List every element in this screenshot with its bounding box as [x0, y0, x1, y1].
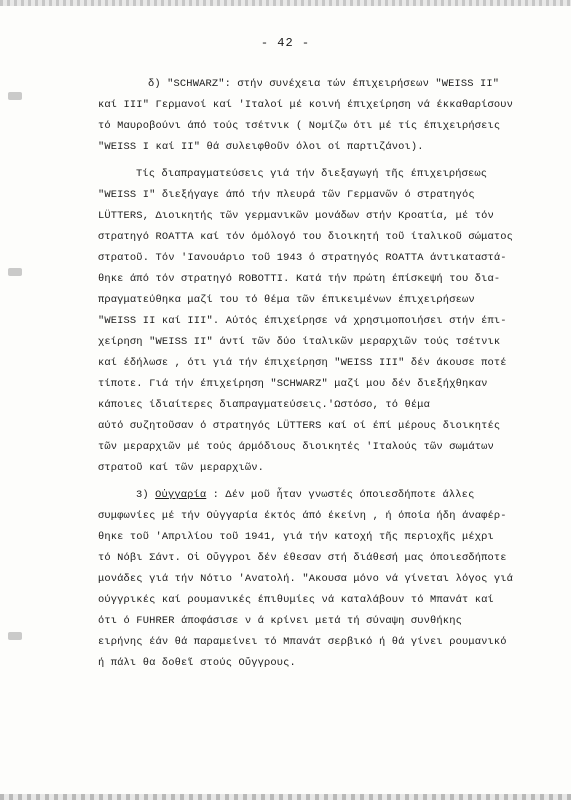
text-line: πραγματεύθηκα μαζί του τό θέμα τῶν έπικειμένων έπιχειρήσεων: [98, 294, 475, 306]
text-line: θηκε τοῦ 'Απριλίου τοῦ 1941, γιά τήν κατοχή τῆς περιοχῆς μέχρι: [98, 531, 494, 543]
text-line: συμφωνίες μέ τήν Οὐγγαρία έκτός άπό έκείνη , ή όποία ήδη άναφέρ-: [98, 510, 507, 522]
text-line: Τίς διαπραγματεύσεις γιά τήν διεξαγωγή τῆς έπιχειρήσεως: [136, 168, 488, 180]
text-line: χείρηση "WEISS II" άντί τῶν δύο ίταλικῶν μεραρχιῶν τούς τσέτνικ: [98, 336, 501, 348]
text-line: "WEISS I" διεξήγαγε άπό τήν πλευρά τῶν Γερμανῶν ό στρατηγός: [98, 189, 475, 201]
text-line: στρατηγό ROATTA καί τόν όμόλογό του διοικητή τοῦ ίταλικοῦ σώματος: [98, 231, 514, 243]
text-line: ότι ό FUHRER άποφάσισε ν ά κρίνει μετά τή σύναψη συνθήκης: [98, 615, 462, 627]
text-line: ή πάλι θα δοθεῖ στούς Οὔγγρους.: [98, 657, 296, 669]
hungary-heading-line: [136, 489, 474, 501]
text-line: καί έδήλωσε , ότι γιά τήν έπιχείρηση "WEISS III" δέν άκουσε ποτέ: [98, 357, 507, 369]
punch-hole-mark: [8, 268, 22, 276]
text-line-rest: : Δέν μοῦ ἦταν γνωστές όποιεσδήποτε άλλες: [212, 489, 475, 501]
text-line: τῶν μεραρχιῶν μέ τούς άρμόδιους διοικητές 'Ιταλούς τῶν σωμάτων: [98, 441, 494, 453]
scan-edge-top: [0, 0, 571, 6]
text-line: κάποιες ίδιαίτερες διαπραγματεύσεις.'Ωστόσο, τό θέμα: [98, 399, 431, 411]
page-number: - 42 -: [260, 36, 311, 50]
text-line: LÜTTERS, Διοικητής τῶν γερμανικῶν μονάδων στήν Κροατία, μέ τόν: [98, 210, 494, 222]
text-line: στρατοῦ. Τόν 'Ιανουάριο τοῦ 1943 ό στρατηγός ROATTA άντικαταστά-: [98, 252, 507, 264]
punch-hole-mark: [8, 92, 22, 100]
text-line: ούγγρικές καί ρουμανικές έπιθυμίες νά καταλάβουν τό Μπανάτ καί: [98, 594, 494, 606]
text-line: ειρήνης έάν θά παραμείνει τό Μπανάτ σερβικό ή θά γίνει ρουμανικό: [98, 636, 507, 648]
text-line: "WEISS I καί II" θά συλειφθοῦν όλοι οί παρτιζάνοι).: [98, 141, 424, 153]
text-line: στρατοῦ καί τῶν μεραρχιῶν.: [98, 462, 265, 474]
section-heading-hungary: Οὐγγαρία: [155, 489, 207, 501]
text-line: τό Νόβι Σάντ. Οἱ Οὔγγροι δέν έθεσαν στή διάθεσή μας όποιεσδήποτε: [98, 552, 507, 564]
text-line: τό Μαυροβούνι άπό τούς τσέτνικ ( Νομίζω ότι μέ τίς έπιχειρήσεις: [98, 120, 501, 132]
text-line: θηκε άπό τόν στρατηγό ROBOTTI. Κατά τήν πρώτη έπίσκεψή του δια-: [98, 273, 501, 285]
text-line: μονάδες γιά τήν Νότιο 'Ανατολή. "Ακουσα μόνο νά γίνεται λόγος γιά: [98, 573, 514, 585]
text-line: τίποτε. Γιά τήν έπιχείρηση "SCHWARZ" μαζί μου δέν διεξήχθηκαν: [98, 378, 488, 390]
text-line: αύτό συζητοῦσαν ό στρατηγός LÜTTERS καί οί έπί μέρους διοικητές: [98, 420, 501, 432]
text-line: δ) "SCHWARZ": στήν συνέχεια τών έπιχειρήσεων "WEISS II": [148, 78, 500, 90]
section-number: 3): [136, 489, 149, 501]
scan-edge-bottom: [0, 794, 571, 800]
text-line: καί III" Γερμανοί καί 'Ιταλοί μέ κοινή έπιχείρηση νά έκκαθαρίσουν: [98, 99, 514, 111]
text-line: "WEISS II καί III". Αύτός έπιχείρησε νά χρησιμοποιήσει στήν έπι-: [98, 315, 507, 327]
punch-hole-mark: [8, 632, 22, 640]
